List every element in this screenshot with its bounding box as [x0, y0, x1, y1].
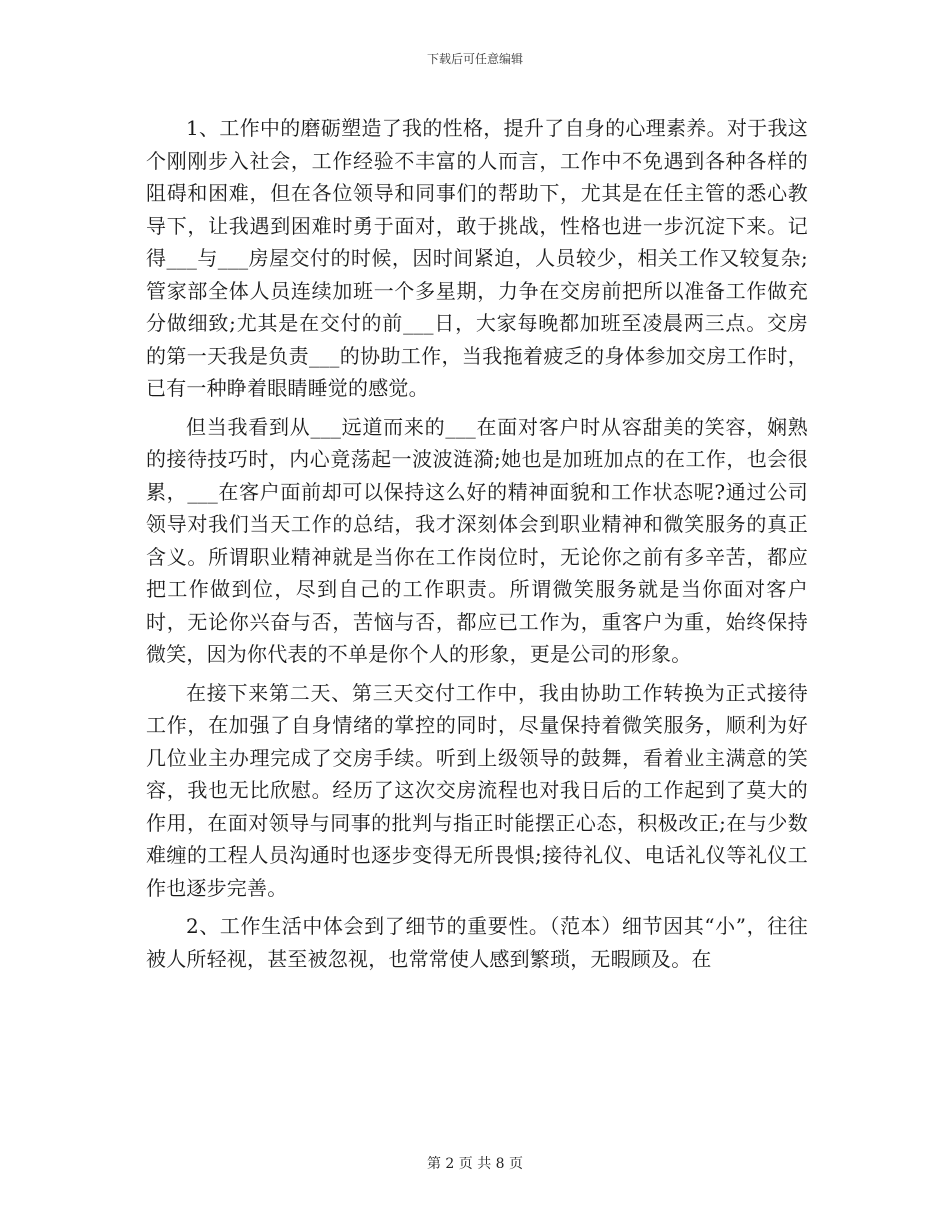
paragraph-4: 2、工作生活中体会到了细节的重要性。（范本）细节因其“小”，往往被人所轻视，甚至被忽视，也常常使人感到繁琐，无暇顾及。在 [146, 914, 808, 971]
paragraph-3: 在接下来第二天、第三天交付工作中，我由协助工作转换为正式接待工作，在加强了自身情绪的掌控的同时，尽量保持着微笑服务，顺利为好几位业主办理完成了交房手续。听到上级领导的鼓舞，看着业主满意的笑容，我也无比欣慰。经历了这次交房流程也对我日后的工作起到了莫大的作用，在面对领导与同事的批判与指正时能摆正心态，积极改正;在与少数难缠的工程人员沟通时也逐步变得无所畏惧;接待礼仪、电话礼仪等礼仪工作也逐步完善。 [146, 680, 808, 900]
document-body [146, 112, 808, 975]
page-header: 下载后可任意编辑 [426, 52, 523, 66]
page-footer: 第 2 页 共 8 页 [426, 1156, 524, 1172]
paragraph-1: 1、工作中的磨砺塑造了我的性格，提升了自身的心理素养。对于我这个刚刚步入社会，工作经验不丰富的人而言，工作中不免遇到各种各样的阻碍和困难，但在各位领导和同事们的帮助下，尤其是在任主管的悉心教导下，让我遇到困难时勇于面对，敢于挑战，性格也进一步沉淀下来。记得___与___房屋交付的时候，因时间紧迫，人员较少，相关工作又较复杂;管家部全体人员连续加班一个多星期，力争在交房前把所以准备工作做充分做细致;尤其是在交付的前___日，大家每晚都加班至凌晨两三点。交房的第一天我是负责___的协助工作，当我拖着疲乏的身体参加交房工作时，已有一种睁着眼睛睡觉的感觉。 [146, 116, 808, 400]
paragraph-2: 但当我看到从___远道而来的___在面对客户时从容甜美的笑容，娴熟的接待技巧时，内心竟荡起一波波涟漪;她也是加班加点的在工作，也会很累，___在客户面前却可以保持这么好的精神面貌和工作状态呢?通过公司领导对我们当天工作的总结，我才深刻体会到职业精神和微笑服务的真正含义。所谓职业精神就是当你在工作岗位时，无论你之前有多辛苦，都应把工作做到位，尽到自己的工作职责。所谓微笑服务就是当你面对客户时，无论你兴奋与否，苦恼与否，都应已工作为，重客户为重，始终保持微笑，因为你代表的不单是你个人的形象，更是公司的形象。 [146, 414, 808, 666]
